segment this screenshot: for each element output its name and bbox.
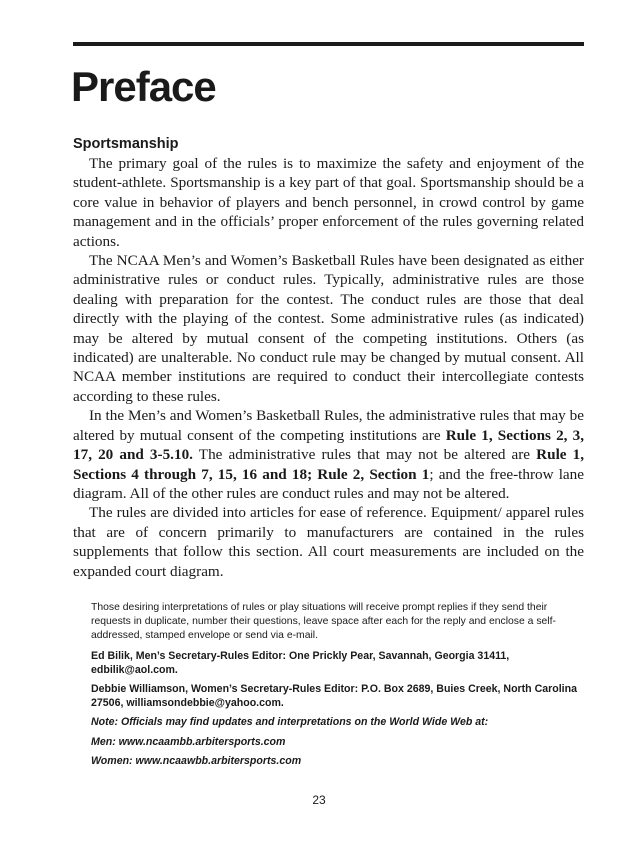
web-note: Note: Officials may find updates and interpretations on the World Wide Web at: — [91, 716, 489, 729]
paragraph-2: The NCAA Men’s and Women’s Basketball Rules have been designated as either administrative rules or conduct rules. Typically, administrative rules are those dealing with preparation for the contest. The conduct rules are those that deal directly with the playing of the contest. Some administrative rules (as indicated) may be altered by mutual consent of the competing institutions. Others (as indicated) are unalterable. No conduct rule may be changed by mutual consent. All NCAA member institutions are required to conduct their intercollegiate contests according to these rules. — [73, 252, 584, 405]
paragraph-3-text-1: In the Men’s and Women’s Basketball Rules, the administrative rules that may be altered by mutual consent of the competing institutions are — [73, 407, 584, 444]
paragraph-3-bold-1: Rule 1, Sections 2, 3, 17, 20 and 3-5.10. — [73, 426, 584, 464]
paragraph-3-bold-2: Rule 1, Sections 4 through 7, 15, 16 and 18; Rule 2, Section 1 — [73, 446, 585, 483]
paragraph-1: The primary goal of the rules is to maximize the safety and enjoyment of the student-athlete. Sportsmanship is a key part of that goal. Sportsmanship should be a core value in behavior of players and bench personnel, in crowd control by game management and in the officials’ proper enforcement of the rules governing related actions. — [73, 155, 584, 250]
paragraph-3-text-3: ; and the free-throw lane diagram. All of the other rules are conduct rules and may not be altered. — [73, 465, 585, 502]
paragraph-4: The rules are divided into articles for ease of reference. Equipment/ apparel rules that are of concern primarily to manufacturers are contained in the rules supplements that follow this section. All court measurements are included on the expanded court diagram. — [73, 504, 584, 580]
page-number: 23 — [312, 793, 326, 807]
paragraph-3 — [73, 406, 584, 503]
page-title: Preface — [71, 63, 216, 110]
men-website: Men: www.ncaambb.arbitersports.com — [91, 735, 286, 748]
women-editor-contact: Debbie Williamson, Women’s Secretary-Rules Editor: P.O. Box 2689, Buies Creek, North Carolina 27506, williamsondebbie@yahoo.com. — [91, 683, 577, 710]
section-heading: Sportsmanship — [73, 136, 179, 152]
top-rule — [73, 42, 584, 46]
paragraph-3-text-2: The administrative rules that may not be altered are — [192, 446, 537, 464]
women-website: Women: www.ncaawbb.arbitersports.com — [91, 754, 302, 767]
notes-intro: Those desiring interpretations of rules or play situations will receive prompt replies if they send their requests in duplicate, number their questions, leave space after each for the reply and enclose a self-addressed, stamped envelope or send via e-mail. — [91, 602, 556, 642]
men-editor-contact: Ed Bilik, Men’s Secretary-Rules Editor: One Prickly Pear, Savannah, Georgia 31411, edbilik@aol.com. — [91, 649, 510, 676]
body-text — [73, 154, 584, 581]
notes-block — [91, 601, 577, 773]
